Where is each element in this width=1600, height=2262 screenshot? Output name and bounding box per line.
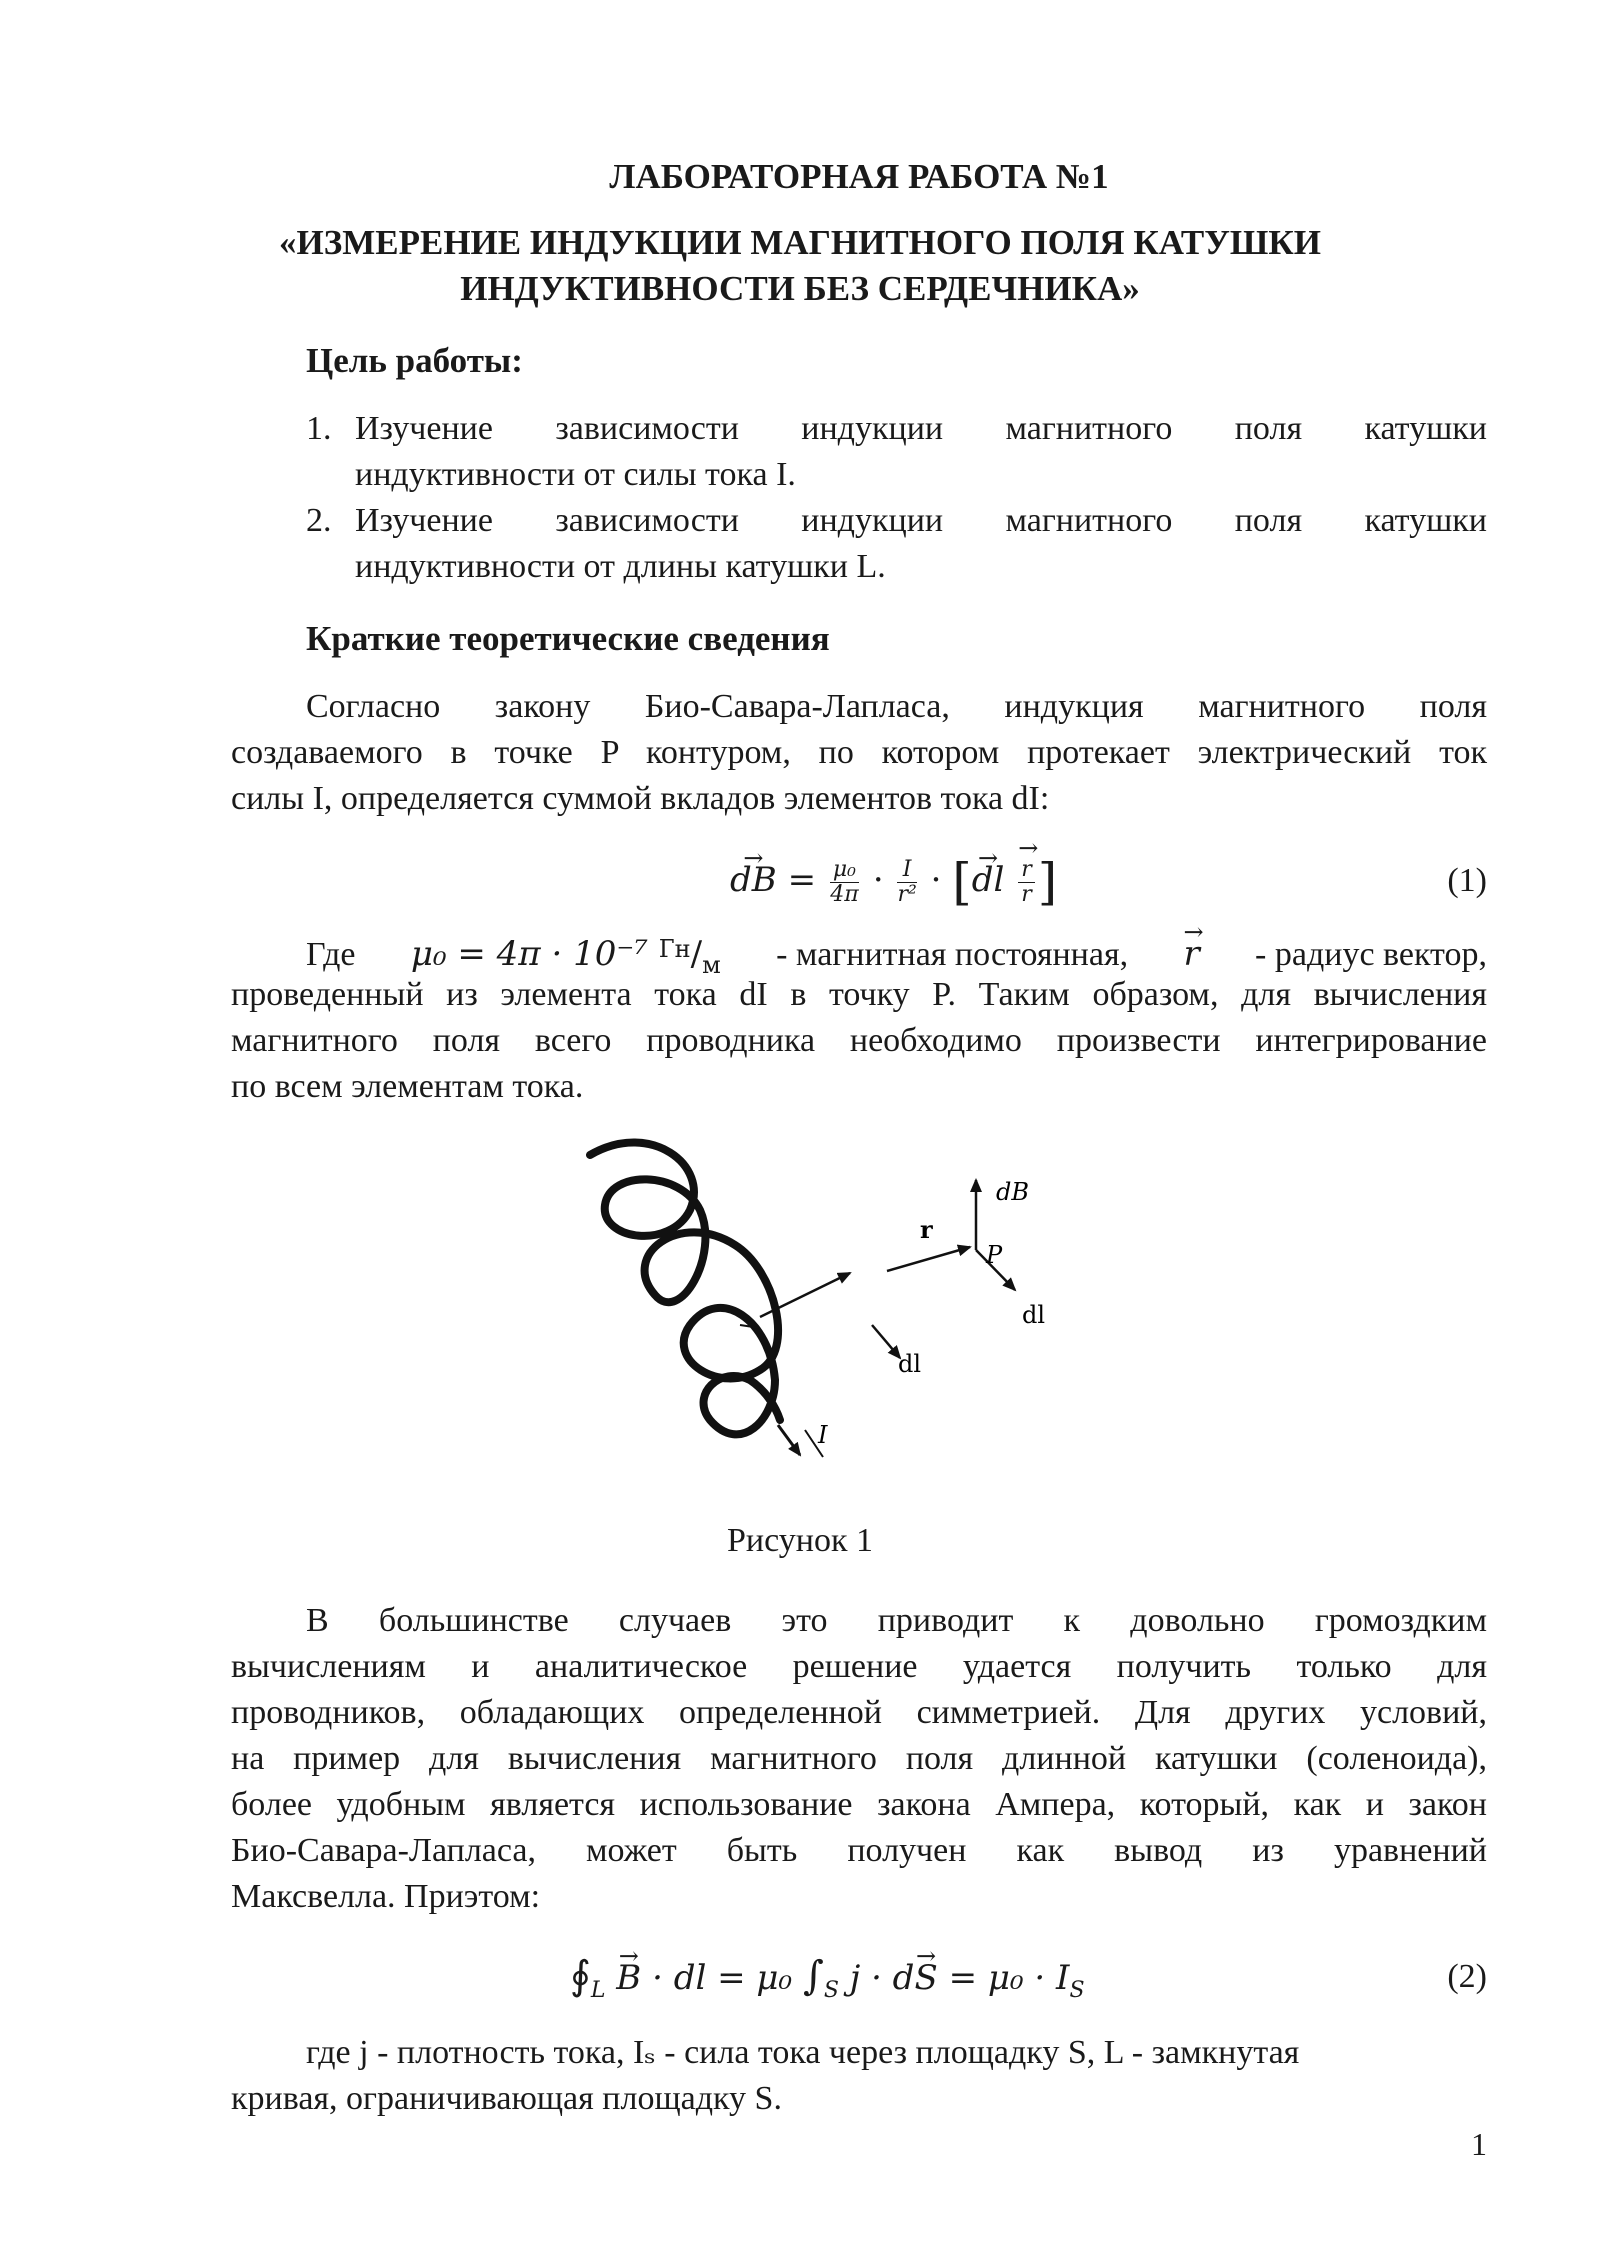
eq2-sub-s: S: [1069, 1977, 1085, 2003]
unit-denominator: м: [702, 951, 721, 979]
eq2-end: = μ₀ · I: [948, 1958, 1070, 1998]
eq2-integral: ∫: [802, 1953, 824, 1999]
eq1-bracket-right: ]: [1037, 853, 1058, 911]
page-number: 1: [1471, 2126, 1487, 2162]
eq1-fraction-r: [1018, 858, 1035, 907]
figure-1-caption: Рисунок 1: [727, 1522, 873, 1559]
eq2-B: → B: [616, 1950, 641, 2006]
eq1-bracket-left: [: [952, 853, 972, 911]
eq1-f1-num: μ₀: [830, 858, 859, 883]
goal-item-1-line-2: индуктивности от силы тока I.: [355, 456, 796, 493]
eq1-fraction-i: [897, 858, 916, 907]
eq1-f1-den: 4π: [830, 881, 859, 907]
mu0-value: μ₀ = 4π · 10⁻⁷: [410, 934, 648, 974]
coil-path: [590, 1143, 780, 1435]
theory-p3-line-6: Био-Савара-Лапласа, может быть получен как вывод из уравнений: [231, 1832, 1487, 1869]
goal-item-1-number: 1.: [306, 410, 332, 447]
label-P: P: [986, 1241, 1003, 1269]
theory-p2-rest-a: - магнитная постоянная,: [776, 936, 1129, 973]
equation-1-number: (1): [1447, 862, 1487, 899]
eq2-sub-L: L: [590, 1977, 606, 2003]
unit-numerator: Гн: [658, 935, 691, 963]
equation-2: [570, 1948, 1130, 2019]
goal-item-2-line-1: Изучение зависимости индукции магнитного поля катушки: [355, 502, 1487, 539]
theory-p3-line-7: Максвелла. Приэтом:: [231, 1878, 541, 1915]
title-line-2: «ИЗМЕРЕНИЕ ИНДУКЦИИ МАГНИТНОГО ПОЛЯ КАТУШКИ: [279, 223, 1321, 262]
equation-1: [730, 852, 1150, 910]
eq1-dl: → dl: [972, 852, 1005, 908]
eq1-dot-2: ·: [930, 860, 942, 900]
theory-p2-line-4: по всем элементам тока.: [231, 1068, 584, 1105]
theory-p2-rest-b: - радиус вектор,: [1255, 936, 1487, 973]
eq1-dot-1: ·: [872, 860, 884, 900]
label-I: I: [818, 1421, 828, 1449]
eq1-f3-den: r: [1021, 881, 1032, 907]
eq2-contour-integral: ∮: [570, 1953, 591, 1999]
theory-p1-line-1: Согласно закону Био-Савара-Лапласа, индукция магнитного поля: [306, 688, 1487, 725]
label-dB: dB: [996, 1178, 1029, 1206]
eq1-fraction-mu: [830, 858, 859, 907]
goal-item-2-line-2: индуктивности от длины катушки L.: [355, 548, 886, 585]
figure-1-biot-savart: [560, 1125, 1160, 1520]
eq1-lhs: → dB: [730, 852, 777, 908]
goal-item-1-line-1: Изучение зависимости индукции магнитного поля катушки: [355, 410, 1487, 447]
theory-p1-line-3: силы I, определяется суммой вкладов элементов тока dI:: [231, 780, 1050, 817]
title-line-3: ИНДУКТИВНОСТИ БЕЗ СЕРДЕЧНИКА»: [460, 269, 1140, 308]
theory-p3-line-1: В большинстве случаев это приводит к довольно громоздким: [306, 1602, 1487, 1639]
eq1-f3-num: → r: [1018, 858, 1035, 883]
theory-p1-line-2: создаваемого в точке P контуром, по котором протекает электрический ток: [231, 734, 1487, 771]
goal-item-2-number: 2.: [306, 502, 332, 539]
theory-p3-line-5: более удобным является использование закона Ампера, который, как и закон: [231, 1786, 1487, 1823]
current-arrow: [778, 1425, 800, 1455]
eq1-f2-den: r²: [897, 881, 917, 907]
label-dl-right: dl: [1022, 1301, 1046, 1329]
theory-p2-where: Где: [306, 936, 356, 973]
theory-p4-line-2: кривая, ограничивающая площадку S.: [231, 2080, 782, 2117]
eq1-equals: =: [787, 860, 817, 900]
helical-wire: [590, 1143, 780, 1435]
theory-heading: Краткие теоретические сведения: [306, 619, 830, 658]
theory-p2-mu0: μ₀ = 4π · 10⁻⁷ $^{Гн}/_м$: [410, 934, 721, 979]
vector-r-arrow-main: [887, 1247, 970, 1271]
theory-p4-line-1: где j - плотность тока, Iₛ - сила тока через площадку S, L - замкнутая: [306, 2034, 1300, 2071]
theory-p3-line-3: проводников, обладающих определенной симметрией. Для других условий,: [231, 1694, 1487, 1731]
eq2-S: → S: [914, 1950, 937, 2006]
label-dl-coil: dl: [898, 1350, 922, 1378]
label-r: r: [920, 1215, 933, 1244]
eq2-sub-S: S: [823, 1977, 839, 2003]
theory-p2-r: → r: [1183, 931, 1199, 977]
theory-p3-line-2: вычислениям и аналитическое решение удается получить только для: [231, 1648, 1487, 1685]
theory-p3-line-4: на пример для вычисления магнитного поля длинной катушки (соленоида),: [231, 1740, 1487, 1777]
equation-2-number: (2): [1447, 1958, 1487, 1995]
eq1-f2-num: I: [897, 858, 916, 883]
eq2-mid: · dl = μ₀: [652, 1958, 793, 1998]
theory-p2-line-2: проведенный из элемента тока dI в точку P. Таким образом, для вычисления: [231, 976, 1487, 1013]
coil-dl-arrow: [872, 1325, 900, 1358]
goal-heading: Цель работы:: [306, 341, 523, 380]
eq2-j: j · d: [849, 1958, 915, 1998]
title-line-1: ЛАБОРАТОРНАЯ РАБОТА №1: [609, 157, 1109, 196]
theory-p2-line-3: магнитного поля всего проводника необходимо произвести интегрирование: [231, 1022, 1487, 1059]
